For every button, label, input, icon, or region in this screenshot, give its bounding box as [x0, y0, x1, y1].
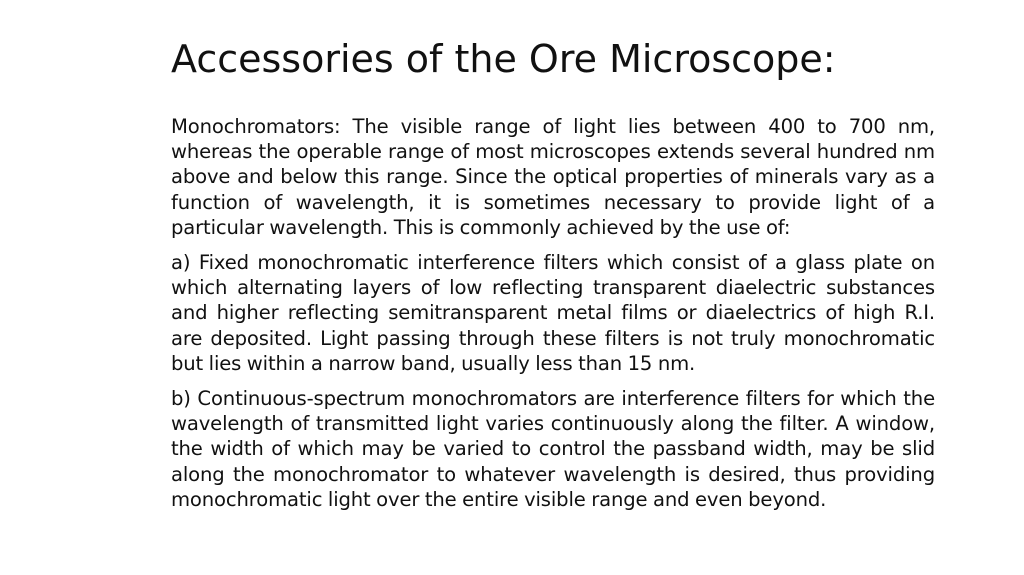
paragraph-continuous-spectrum: b) Continuous-spectrum monochromators are interference filters for which the wavelength of transmitted light varies continuously along the filter. A window, the width of which may be varied to control the passband width, may be slid along the monochromator to whatever wavelength is desired, thus providing monochromatic light over the entire visible range and even beyond.	[171, 387, 935, 511]
slide-body	[171, 114, 935, 522]
slide-title: Accessories of the Ore Microscope:	[171, 37, 836, 81]
paragraph-fixed-filters: a) Fixed monochromatic interference filters which consist of a glass plate on which alternating layers of low reflecting transparent diaelectric substances and higher reflecting semitransparent metal films or diaelectrics of high R.I. are deposited. Light passing through these filters is not truly monochromatic but lies within a narrow band, usually less than 15 nm.	[171, 251, 935, 375]
paragraph-monochromators: Monochromators: The visible range of light lies between 400 to 700 nm, whereas the operable range of most microscopes extends several hundred nm above and below this range. Since the optical properties of minerals vary as a function of wavelength, it is sometimes necessary to provide light of a particular wavelength. This is commonly achieved by the use of:	[171, 115, 935, 239]
